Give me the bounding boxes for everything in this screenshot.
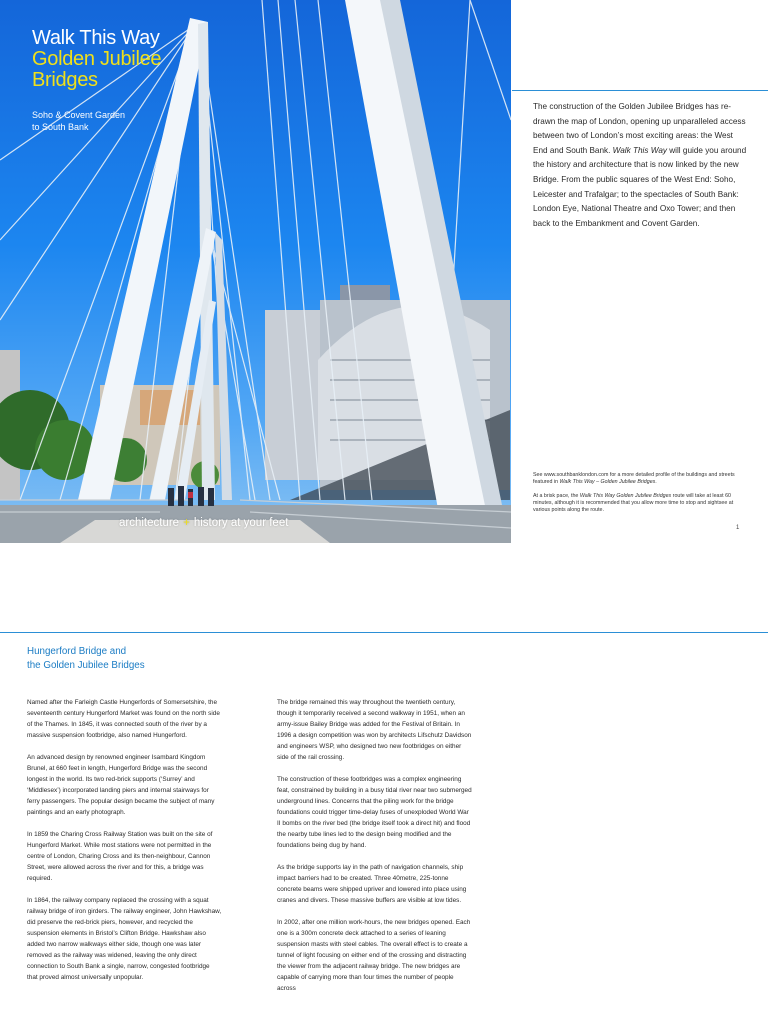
- cover-photo: [0, 0, 511, 543]
- right-text-column: [277, 697, 472, 1005]
- intro-text-after: will guide you around the history and architecture that is now linked by the new Bridge. From the public squares of the West End: Soho, Leicester and Trafalgar; to the spectacles of South Bank: London Eye, National Theatre and Oxo Tower; and then back to the Embankment and Covent Garden.: [533, 145, 747, 228]
- cover-subtitle-line1: Soho & Covent Garden: [32, 110, 126, 120]
- cover-title-line2: Golden Jubilee: [32, 48, 162, 70]
- note2-after: route will take at least 60 minutes, although it is recommended that you allow more time to stop and sightsee at various points along the route.: [533, 493, 734, 513]
- left-paragraph: In 1864, the railway company replaced the crossing with a squat railway bridge of iron girders. The railway engineer, John Hawkshaw, did preserve the red-brick piers, however, and recycled the suspension elements in Bristol’s Clifton Bridge. Hawkshaw also added two narrow walkways either side, though one was later removed as the railway was widened, leaving the only direct connection to South Bank a single, narrow, congested footbridge that proved almost universally unpopular.: [27, 897, 222, 981]
- note1-emphasis: Walk This Way – Golden Jubilee Bridges: [559, 479, 656, 485]
- cover-title-line1: Walk This Way: [32, 27, 160, 49]
- page-number: 1: [736, 525, 740, 531]
- left-text-column: [27, 697, 222, 994]
- cover-tagline: [119, 517, 288, 529]
- right-paragraph: The construction of these footbridges was a complex engineering feat, constrained by building in a busy tidal river near two submerged underground lines. Concerns that the piling work for the bridge foundations could trigger time-delay fuses of unexploded World War II bombs on the river bed (the bridge itself took a direct hit) and flood the nearby tube lines led to the design being modified and the foundations being dug by hand.: [277, 776, 472, 849]
- right-paragraph: In 2002, after one million work-hours, the new bridges opened. Each one is a 300m concrete deck attached to a series of leaning suspension masts with steel cables. The overall effect is to create a tunnel of light focusing on either end of the crossing and distracting the viewer from the adjacent railway bridge. The new bridges are capable of carrying more than four times the number of people across: [277, 919, 471, 992]
- left-paragraph: Named after the Farleigh Castle Hungerfords of Somersetshire, the seventeenth century Hungerford Market was found on the north side of the Thames. In 1845, it was connected south of the river by a massive suspension footbridge, also named Hungerford.: [27, 699, 220, 739]
- note1-after: .: [655, 479, 657, 485]
- section-title-line2: the Golden Jubilee Bridges: [27, 659, 145, 671]
- right-paragraph: As the bridge supports lay in the path of navigation channels, ship impact barriers had to be created. Three 40metre, 225-tonne concrete beams were shipped upriver and lowered into place using cranes and divers. These massive buffers are visible at low tides.: [277, 864, 467, 904]
- tagline-plus: +: [183, 517, 190, 529]
- intro-text-before: The construction of the Golden Jubilee Bridges has re-drawn the map of London, opening up unparalleled access between two of London’s most exciting areas: the West End and South Bank.: [533, 102, 746, 155]
- left-paragraph: In 1859 the Charing Cross Railway Station was built on the site of Hungerford Market. While most stations were not permitted in the centre of London, Charing Cross and its then-neighbour, Cannon Street, were allowed across the river and for this, a bridge was required.: [27, 831, 213, 882]
- top-divider: [512, 90, 768, 91]
- left-paragraph: An advanced design by renowned engineer Isambard Kingdom Brunel, at 660 feet in length, Hungerford Bridge was the second longest in the world. Its two red-brick supports (‘Surrey’ and ‘Middlesex’) incorporated landing piers and internal stairways for ferry passengers. The popular design became the subject of many paintings and an early photograph.: [27, 754, 215, 816]
- cover-subtitle-line2: to South Bank: [32, 122, 89, 132]
- cover-title-line3: Bridges: [32, 69, 98, 91]
- website-note: [533, 472, 747, 486]
- intro-paragraph: [533, 100, 747, 231]
- tagline-part2: history at your feet: [193, 517, 289, 529]
- tagline-part1: architecture: [119, 517, 180, 529]
- note2-before: At a brisk pace, the: [533, 493, 580, 499]
- note2-emphasis: Walk This Way Golden Jubilee Bridges: [579, 493, 672, 499]
- cover-title: [32, 28, 161, 91]
- section-divider: [0, 632, 768, 633]
- intro-emphasis: Walk This Way: [612, 145, 667, 155]
- section-title-line1: Hungerford Bridge and: [27, 646, 127, 657]
- right-paragraph: The bridge remained this way throughout the twentieth century, though it temporarily received a second walkway in 1951, when an army-issue Bailey Bridge was added for the Festival of Britain. In 1996 a design competition was won by architects Lifschutz Davidson and engineers WSP, who designed two new footbridges on either side of the rail crossing.: [277, 699, 472, 761]
- note1-before: See www.southbanklondon.com for a more detailed profile of the buildings and streets featured in: [533, 472, 735, 485]
- cover-subtitle: [32, 109, 152, 133]
- section-title: [27, 645, 145, 672]
- duration-note: [533, 493, 747, 514]
